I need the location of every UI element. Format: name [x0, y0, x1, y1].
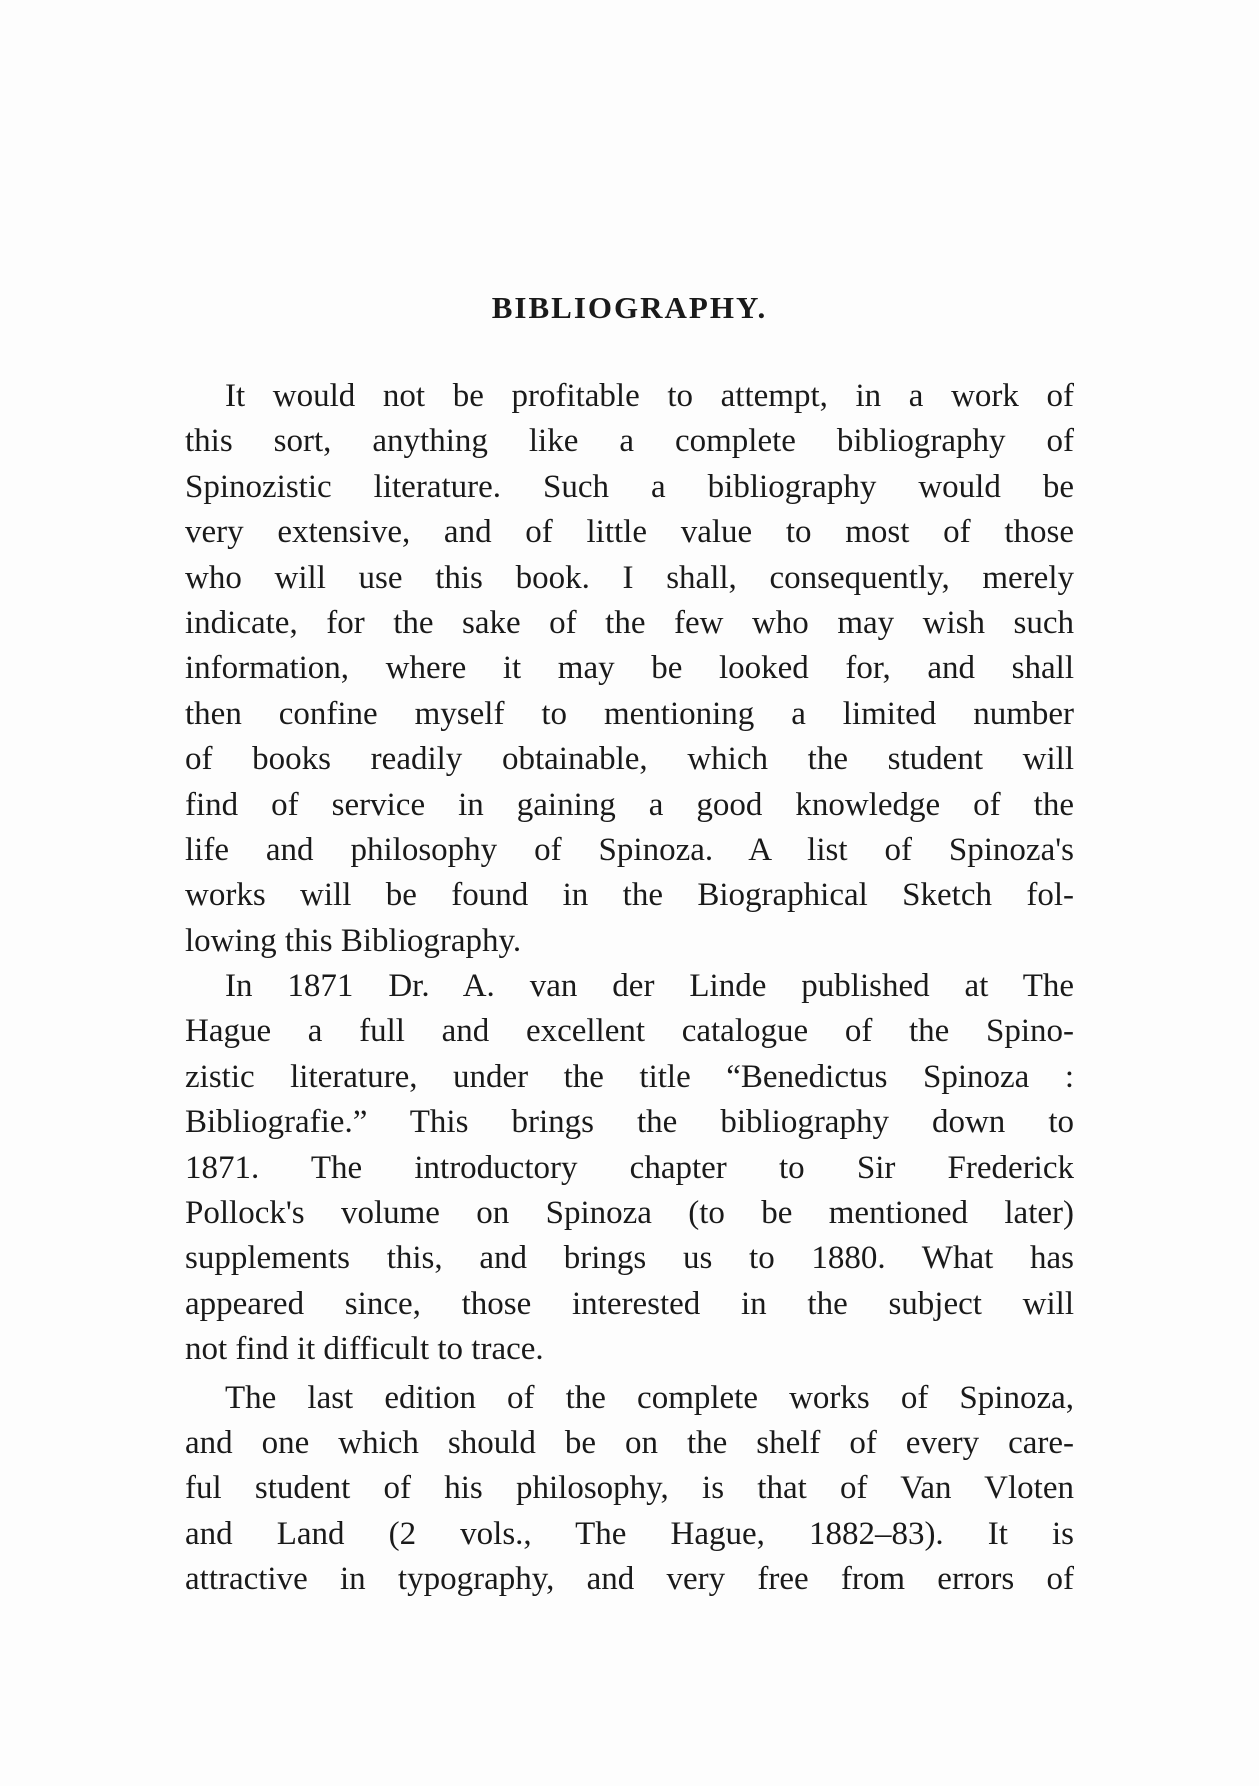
text-line: lowing this Bibliography.	[185, 922, 522, 959]
text-line: indicate, for the sake of the few who may wish such	[185, 604, 1074, 641]
text-line: It would not be profitable to attempt, in a work of	[225, 378, 1074, 414]
text-line: this sort, anything like a complete bibliography of	[185, 423, 1074, 460]
text-line: of books readily obtainable, which the student will	[185, 741, 1074, 778]
text-line: The last edition of the complete works of Spinoza,	[225, 1379, 1074, 1416]
text-line: and Land (2 vols., The Hague, 1882–83). It is	[185, 1515, 1074, 1552]
text-line: Hague a full and excellent catalogue of the Spino-	[185, 1013, 1074, 1050]
text-line: Pollock's volume on Spinoza (to be mentioned later)	[185, 1195, 1074, 1232]
page-title: BIBLIOGRAPHY.	[491, 290, 768, 325]
text-line: very extensive, and of little value to most of those	[185, 514, 1074, 551]
text-line: information, where it may be looked for, and shall	[185, 650, 1074, 687]
text-line: 1871. The introductory chapter to Sir Frederick	[185, 1149, 1074, 1186]
text-line: In 1871 Dr. A. van der Linde published at The	[225, 968, 1074, 1005]
text-line: and one which should be on the shelf of every care-	[185, 1424, 1074, 1461]
text-line: not find it difficult to trace.	[185, 1331, 544, 1368]
paragraph-3	[185, 1376, 1074, 1603]
text-line: appeared since, those interested in the subject will	[185, 1285, 1074, 1322]
text-line: Bibliografie.” This brings the bibliography down to	[185, 1104, 1074, 1141]
text-line: supplements this, and brings us to 1880. What has	[185, 1240, 1074, 1277]
text-line: zistic literature, under the title “Benedictus Spinoza :	[185, 1058, 1074, 1095]
paragraph-2	[185, 964, 1074, 1373]
text-line: attractive in typography, and very free from errors of	[185, 1561, 1074, 1598]
text-line: who will use this book. I shall, consequently, merely	[185, 559, 1074, 596]
paragraph-1	[185, 374, 1074, 964]
text-line: find of service in gaining a good knowledge of the	[185, 786, 1074, 823]
text-line: life and philosophy of Spinoza. A list of Spinoza's	[185, 831, 1074, 868]
text-line: Spinozistic literature. Such a bibliography would be	[185, 468, 1074, 505]
text-line: works will be found in the Biographical Sketch fol-	[185, 877, 1074, 914]
text-line: ful student of his philosophy, is that of Van Vloten	[185, 1470, 1074, 1507]
body-text	[185, 374, 1074, 1603]
text-line: then confine myself to mentioning a limited number	[185, 695, 1074, 732]
